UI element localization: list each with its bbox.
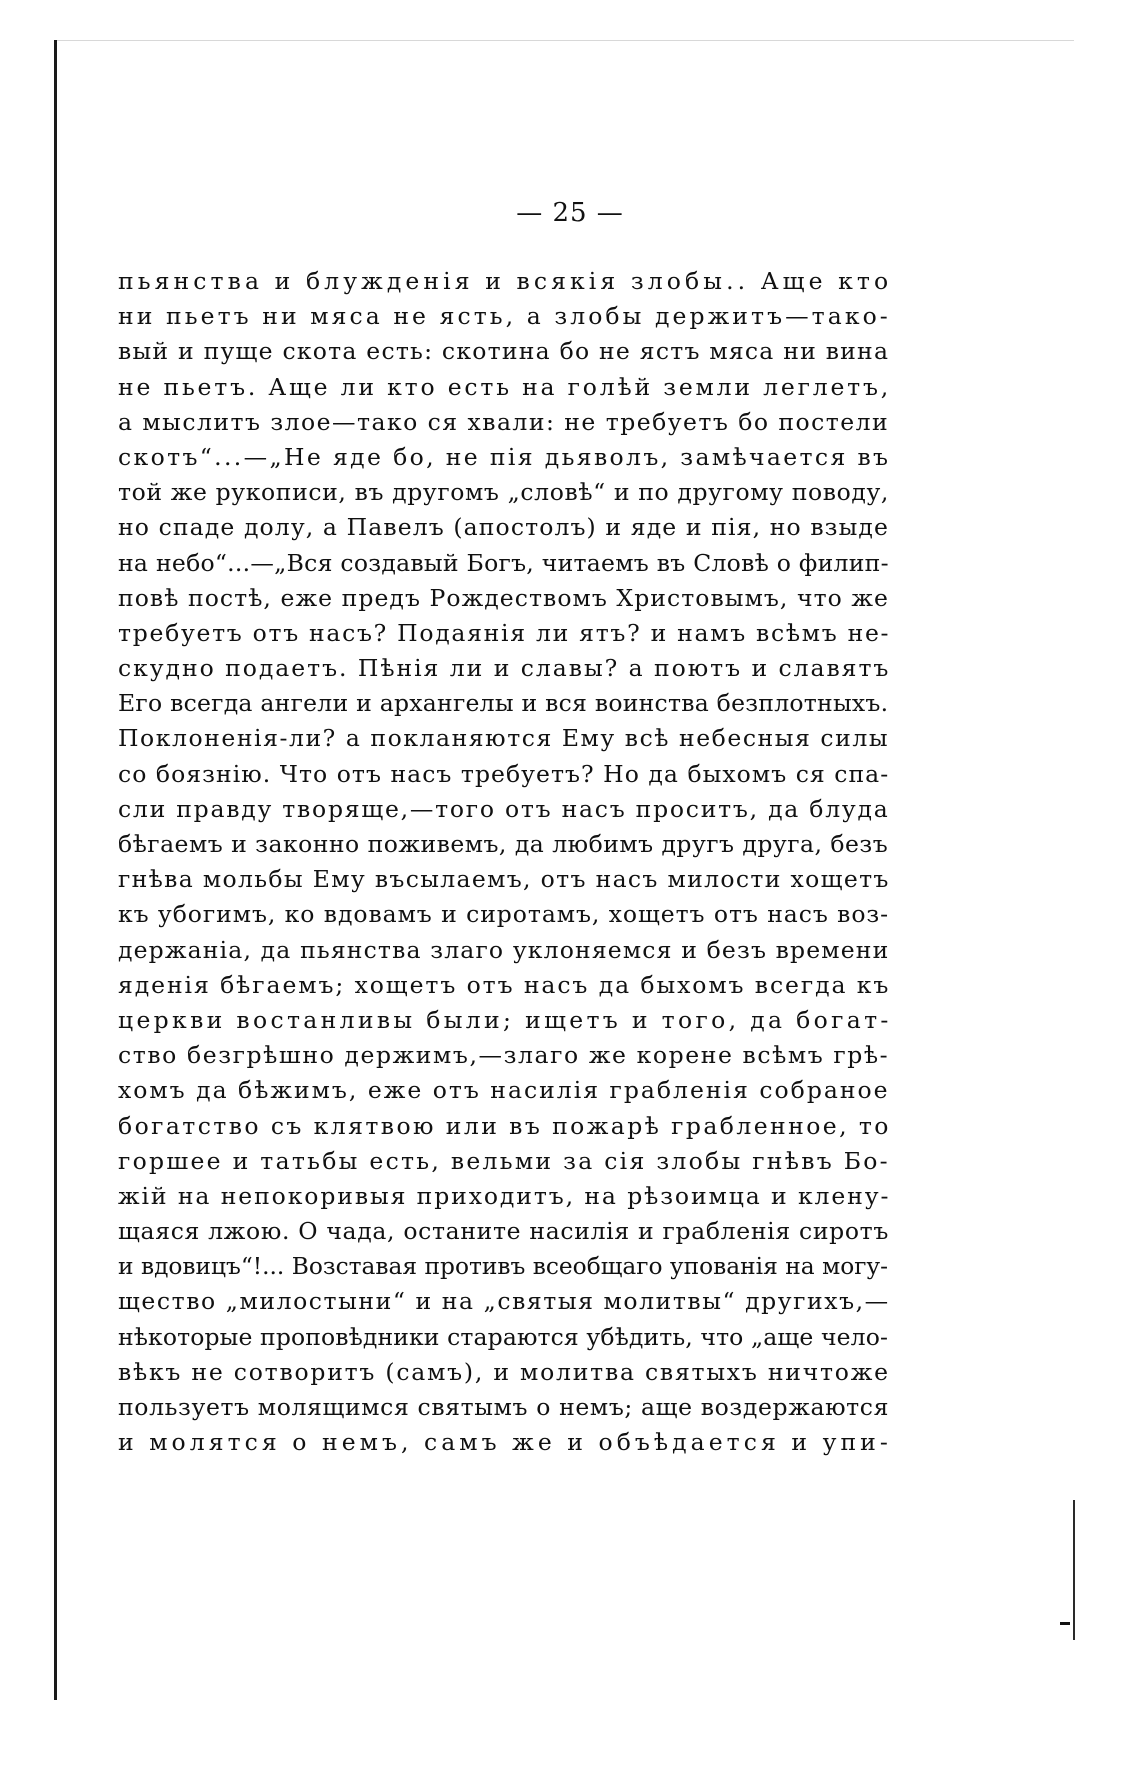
text-line: Его всегда ангели и архангелы и вся воинства безплотныхъ. [118, 689, 889, 718]
text-line: нѣкоторые проповѣдники стараются убѣдить, что „аще чело- [118, 1322, 888, 1351]
text-line: къ убогимъ, ко вдовамъ и сиротамъ, хощетъ отъ насъ воз- [118, 900, 890, 929]
scan-edge-right [1073, 1500, 1075, 1640]
text-line: скотъ“...—„Не яде бо, не пія дьяволъ, замѣчается въ [118, 442, 891, 471]
text-line: ство безгрѣшно держимъ,—злаго же корене всѣмъ грѣ- [118, 1041, 890, 1070]
text-line: повѣ постѣ, еже предъ Рождествомъ Христовымъ, что же [118, 583, 890, 612]
text-line: пользуетъ молящимся святымъ о немъ; аще воздержаются [118, 1393, 890, 1421]
scan-edge-top [54, 40, 1074, 41]
text-line: бѣгаемъ и законно поживемъ, да любимъ другъ друга, безъ [118, 830, 889, 858]
text-line: вѣкъ не сотворитъ (самъ), и молитва святыхъ ничтоже [118, 1357, 890, 1386]
text-line: не пьетъ. Аще ли кто есть на голѣй земли леглетъ, [118, 372, 892, 401]
text-line: требуетъ отъ насъ? Подаянія ли ятъ? и намъ всѣмъ не- [118, 618, 891, 647]
text-line: церкви востанливы были; ищетъ и того, да богат- [118, 1005, 892, 1034]
text-line: сли правду творяще,—того отъ насъ проситъ, да блуда [118, 794, 890, 823]
text-line: яденія бѣгаемъ; хощетъ отъ насъ да быхомъ всегда къ [118, 970, 891, 999]
text-line: щество „милостыни“ и на „святыя молитвы“ другихъ,— [118, 1287, 890, 1316]
text-line: со боязнію. Что отъ насъ требуетъ? Но да быхомъ ся спа- [118, 759, 890, 788]
text-line: той же рукописи, въ другомъ „словѣ“ и по другому поводу, [118, 478, 889, 507]
text-line: богатство съ клятвою или въ пожарѣ грабленное, то [118, 1111, 891, 1140]
text-line: на небо“...—„Вся создавый Богъ, читаемъ въ Словѣ о филип- [118, 548, 889, 577]
text-line: а мыслитъ злое—тако ся хвали: не требуетъ бо постели [118, 407, 890, 436]
text-line: Поклоненія-ли? а покланяются Ему всѣ небесныя силы [118, 724, 890, 753]
body-text [118, 264, 893, 1460]
text-line: но спаде долу, а Павелъ (апостолъ) и яде и пія, но взыде [118, 513, 890, 542]
text-line: и молятся о немъ, самъ же и объѣдается и упи- [118, 1428, 892, 1457]
text-line: скудно подаетъ. Пѣнія ли и славы? а поютъ и славятъ [118, 654, 891, 683]
text-line: горшее и татьбы есть, вельми за сія злобы гнѣвъ Бо- [118, 1146, 890, 1175]
text-line: держаніа, да пьянства злаго уклоняемся и безъ времени [118, 935, 890, 964]
scan-mark [1060, 1622, 1070, 1625]
text-line: вый и пуще скота есть: скотина бо не ястъ мяса ни вина [118, 337, 890, 366]
text-line: и вдовицъ“!... Возставая противъ всеобщаго упованія на могу- [118, 1252, 889, 1281]
text-line: гнѣва мольбы Ему въсылаемъ, отъ насъ милости хощетъ [118, 865, 890, 894]
text-line: щаяся лжою. О чада, останите насилія и грабленія сиротъ [118, 1217, 889, 1246]
scan-edge-left [54, 40, 57, 1700]
page-number: — 25 — [516, 198, 624, 228]
text-line: пьянства и блужденія и всякія злобы.. Аще кто [118, 267, 893, 295]
text-line: хомъ да бѣжимъ, еже отъ насилія грабленія собраное [118, 1076, 890, 1105]
text-line: жій на непокоривыя приходитъ, на рѣзоимца и клену- [118, 1181, 891, 1210]
text-line: ни пьетъ ни мяса не ясть, а злобы держитъ—тако- [118, 302, 891, 331]
